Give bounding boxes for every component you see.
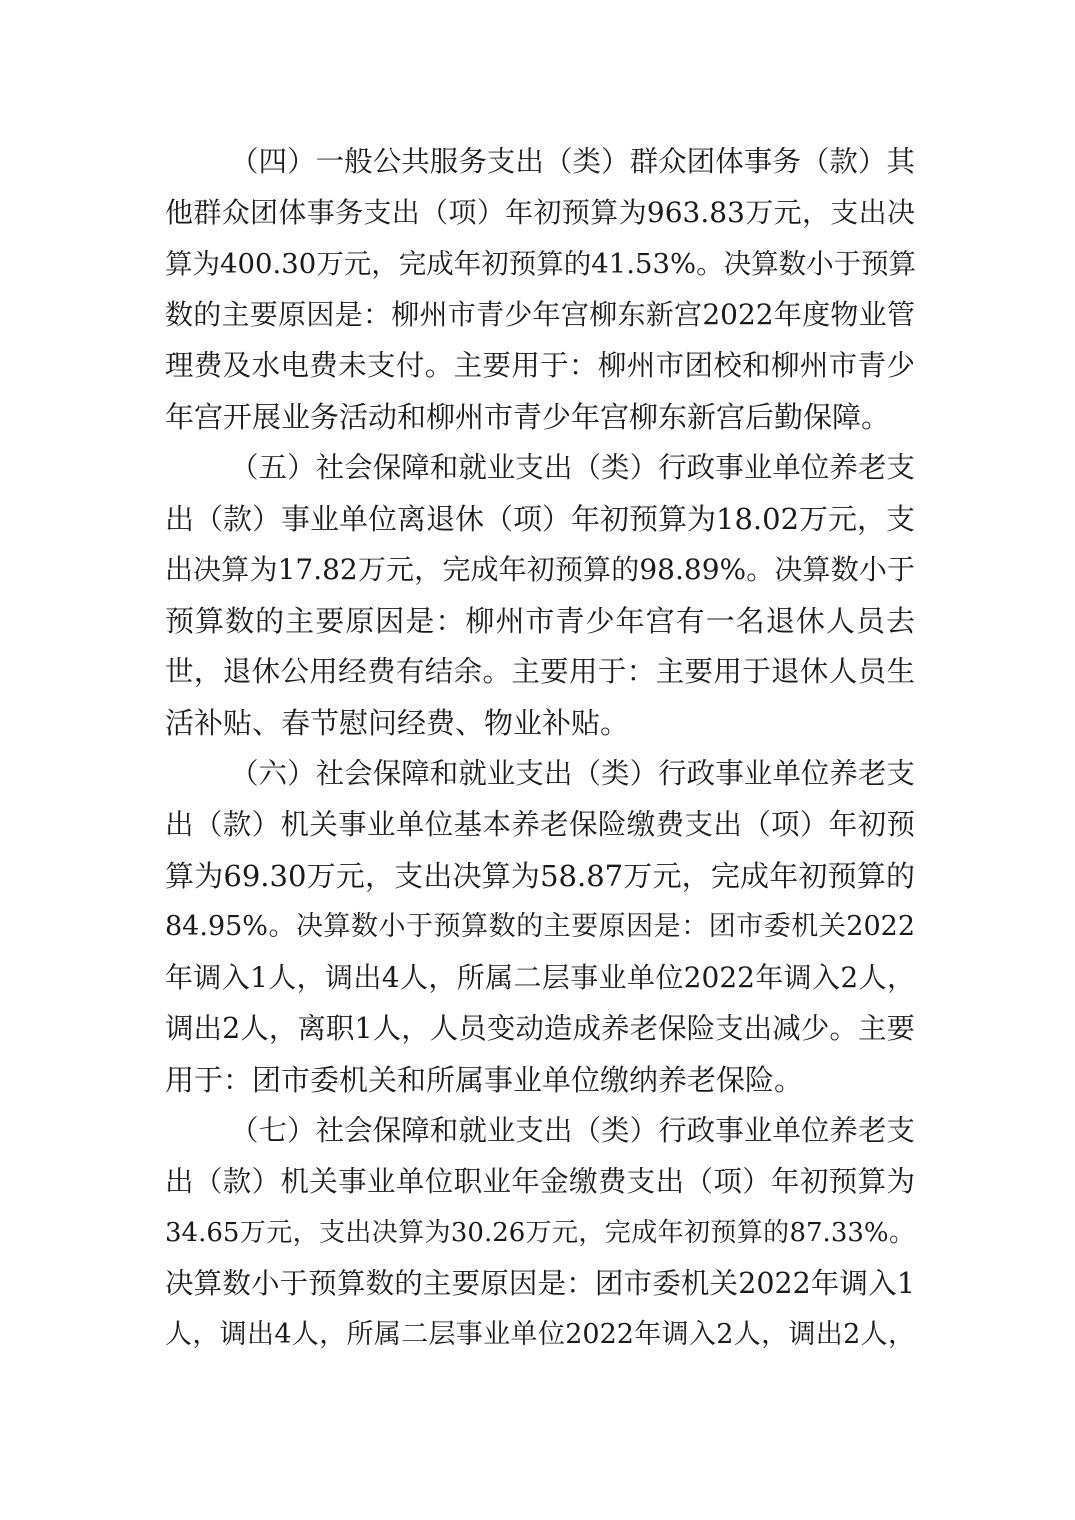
paragraph-3-line-3: 算为69.30万元，支出决算为58.87万元，完成年初预算的: [165, 859, 915, 893]
paragraph-4-line-1: （七）社会保障和就业支出（类）行政事业单位养老支: [230, 1114, 915, 1147]
paragraph-2-line-4: 预算数的主要原因是：柳州市青少年宫有一名退休人员去: [165, 604, 915, 638]
paragraph-3-line-5: 年调入1人，调出4人，所属二层事业单位2022年调入2人，: [165, 961, 915, 994]
paragraph-3-line-1: （六）社会保障和就业支出（类）行政事业单位养老支: [230, 757, 915, 790]
paragraph-1-line-5: 理费及水电费未支付。主要用于：柳州市团校和柳州市青少: [165, 349, 915, 382]
paragraph-3-line-6: 调出2人，离职1人，人员变动造成养老保险支出减少。主要: [165, 1012, 915, 1045]
paragraph-1-line-2: 他群众团体事务支出（项）年初预算为963.83万元，支出决: [165, 196, 915, 229]
paragraph-1-line-1: （四）一般公共服务支出（类）群众团体事务（款）其: [230, 145, 915, 178]
paragraph-4-line-5: 人，调出4人，所属二层事业单位2022年调入2人，调出2人，: [165, 1319, 915, 1350]
paragraph-4-line-2: 出（款）机关事业单位职业年金缴费支出（项）年初预算为: [165, 1165, 915, 1198]
paragraph-2-line-5: 世，退休公用经费有结余。主要用于：主要用于退休人员生: [165, 655, 915, 688]
paragraph-2-line-2: 出（款）事业单位离退休（项）年初预算为18.02万元，支: [165, 502, 916, 536]
paragraph-3-line-7: 用于：团市委机关和所属事业单位缴纳养老保险。: [165, 1063, 804, 1097]
paragraph-4-line-3: 34.65万元，支出决算为30.26万元，完成年初预算的87.33%。: [165, 1218, 915, 1248]
paragraph-4-line-4: 决算数小于预算数的主要原因是：团市委机关2022年调入1: [165, 1267, 915, 1300]
paragraph-1-line-6: 年宫开展业务活动和柳州市青少年宫柳东新宫后勤保障。: [165, 400, 891, 434]
paragraph-1-line-3: 算为400.30万元，完成年初预算的41.53%。决算数小于预算: [165, 248, 917, 280]
paragraph-3-line-4: 84.95%。决算数小于预算数的主要原因是：团市委机关2022: [165, 911, 915, 942]
paragraph-1-line-4: 数的主要原因是：柳州市青少年宫柳东新宫2022年度物业管: [165, 298, 915, 331]
paragraph-2-line-1: （五）社会保障和就业支出（类）行政事业单位养老支: [230, 451, 915, 484]
paragraph-2-line-3: 出决算为17.82万元，完成年初预算的98.89%。决算数小于: [165, 553, 915, 586]
paragraph-3-line-2: 出（款）机关事业单位基本养老保险缴费支出（项）年初预: [165, 808, 915, 841]
paragraph-2-line-6: 活补贴、春节慰问经费、物业补贴。: [165, 706, 630, 740]
